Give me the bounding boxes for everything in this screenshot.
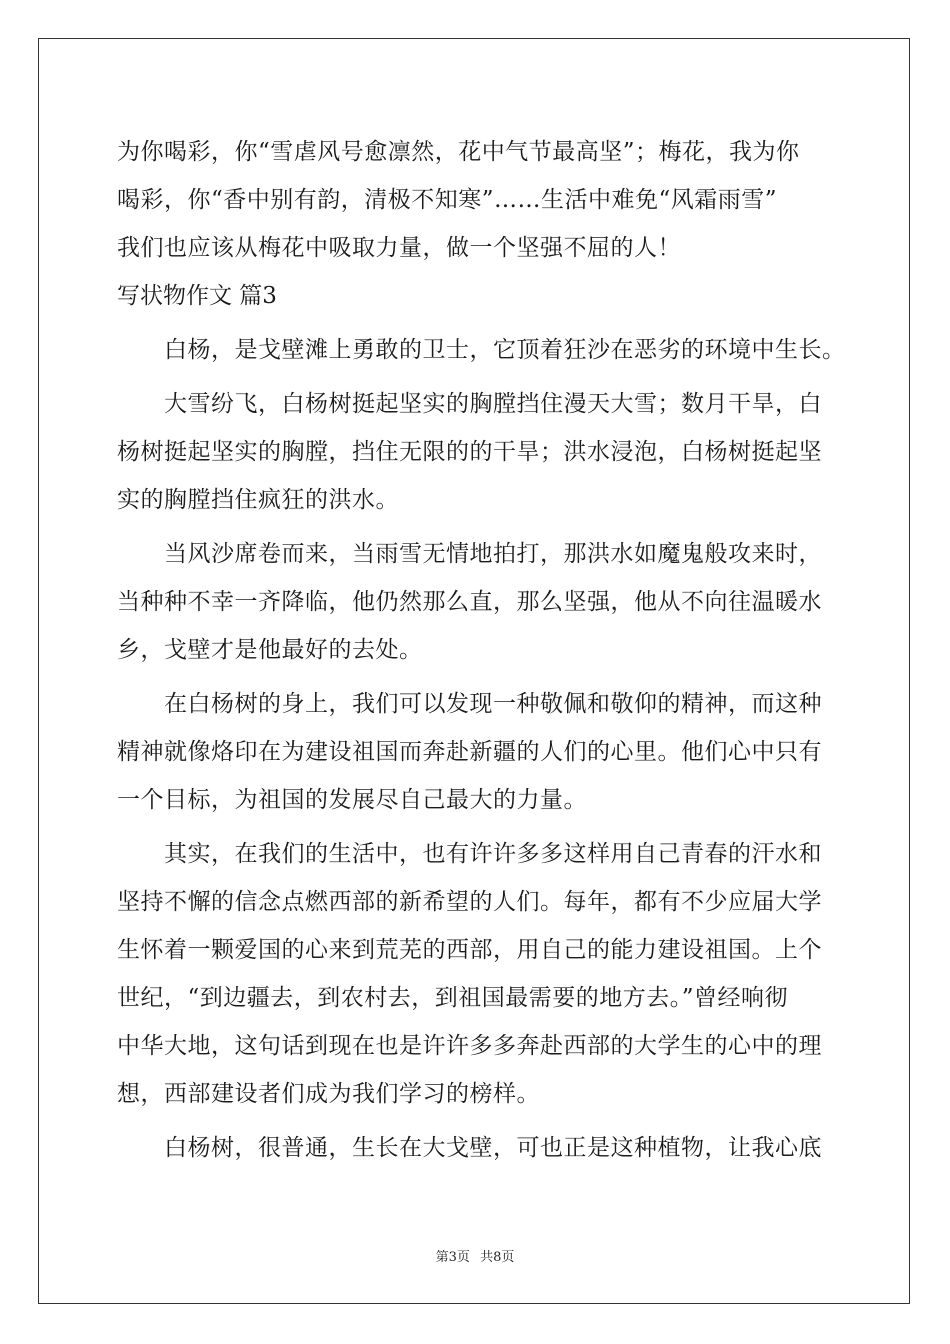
text-line: 生怀着一颗爱国的心来到荒芜的西部，用自己的能力建设祖国。上个: [117, 937, 822, 963]
text-line: 我们也应该从梅花中吸取力量，做一个坚强不屈的人！: [117, 235, 681, 261]
text-line: 想，西部建设者们成为我们学习的榜样。: [117, 1081, 540, 1107]
paragraph-4: [117, 680, 837, 824]
text-line: 精神就像烙印在为建设祖国而奔赴新疆的人们的心里。他们心中只有: [117, 739, 822, 765]
section-heading: 写状物作文 篇3: [117, 283, 277, 309]
paragraph-6: [117, 1124, 837, 1172]
intro-paragraph: [117, 128, 837, 272]
text-line: 坚持不懈的信念点燃西部的新希望的人们。每年，都有不少应届大学: [117, 889, 822, 915]
paragraph-2: [117, 380, 837, 524]
text-line: 世纪，“到边疆去，到农村去，到祖国最需要的地方去。”曾经响彻: [117, 985, 789, 1011]
paragraph-5: [117, 830, 837, 1118]
text-line: 乡，戈壁才是他最好的去处。: [117, 637, 423, 663]
text-line: 大雪纷飞，白杨树挺起坚实的胸膛挡住漫天大雪；数月干旱，白: [164, 391, 822, 417]
text-line: 喝彩，你“香中别有韵，清极不知寒”……生活中难免“风霜雨雪”: [117, 187, 778, 213]
text-line: 实的胸膛挡住疯狂的洪水。: [117, 487, 399, 513]
text-line: 在白杨树的身上，我们可以发现一种敬佩和敬仰的精神，而这种: [164, 691, 822, 717]
text-line: 中华大地，这句话到现在也是许许多多奔赴西部的大学生的心中的理: [117, 1033, 822, 1059]
text-line: 为你喝彩，你“雪虐风号愈凛然，花中气节最高坚”；梅花，我为你: [117, 139, 800, 165]
text-line: 其实，在我们的生活中，也有许许多多这样用自己青春的汗水和: [164, 841, 822, 867]
text-line: 当风沙席卷而来，当雨雪无情地拍打，那洪水如魔鬼般攻来时，: [164, 541, 822, 567]
text-line: 白杨，是戈壁滩上勇敢的卫士，它顶着狂沙在恶劣的环境中生长。: [164, 337, 846, 363]
paragraph-3: [117, 530, 837, 674]
text-line: 一个目标，为祖国的发展尽自己最大的力量。: [117, 787, 587, 813]
page-number: 第3页: [435, 1250, 470, 1265]
page-footer: [0, 1246, 950, 1265]
document-body: [117, 128, 846, 1172]
text-line: 白杨树，很普通，生长在大戈壁，可也正是这种植物，让我心底: [164, 1135, 822, 1161]
page-total: 共8页: [480, 1250, 515, 1265]
paragraph-1: [117, 326, 846, 374]
text-line: 当种种不幸一齐降临，他仍然那么直，那么坚强，他从不向往温暖水: [117, 589, 822, 615]
text-line: 杨树挺起坚实的胸膛，挡住无限的的干旱；洪水浸泡，白杨树挺起坚: [117, 439, 822, 465]
